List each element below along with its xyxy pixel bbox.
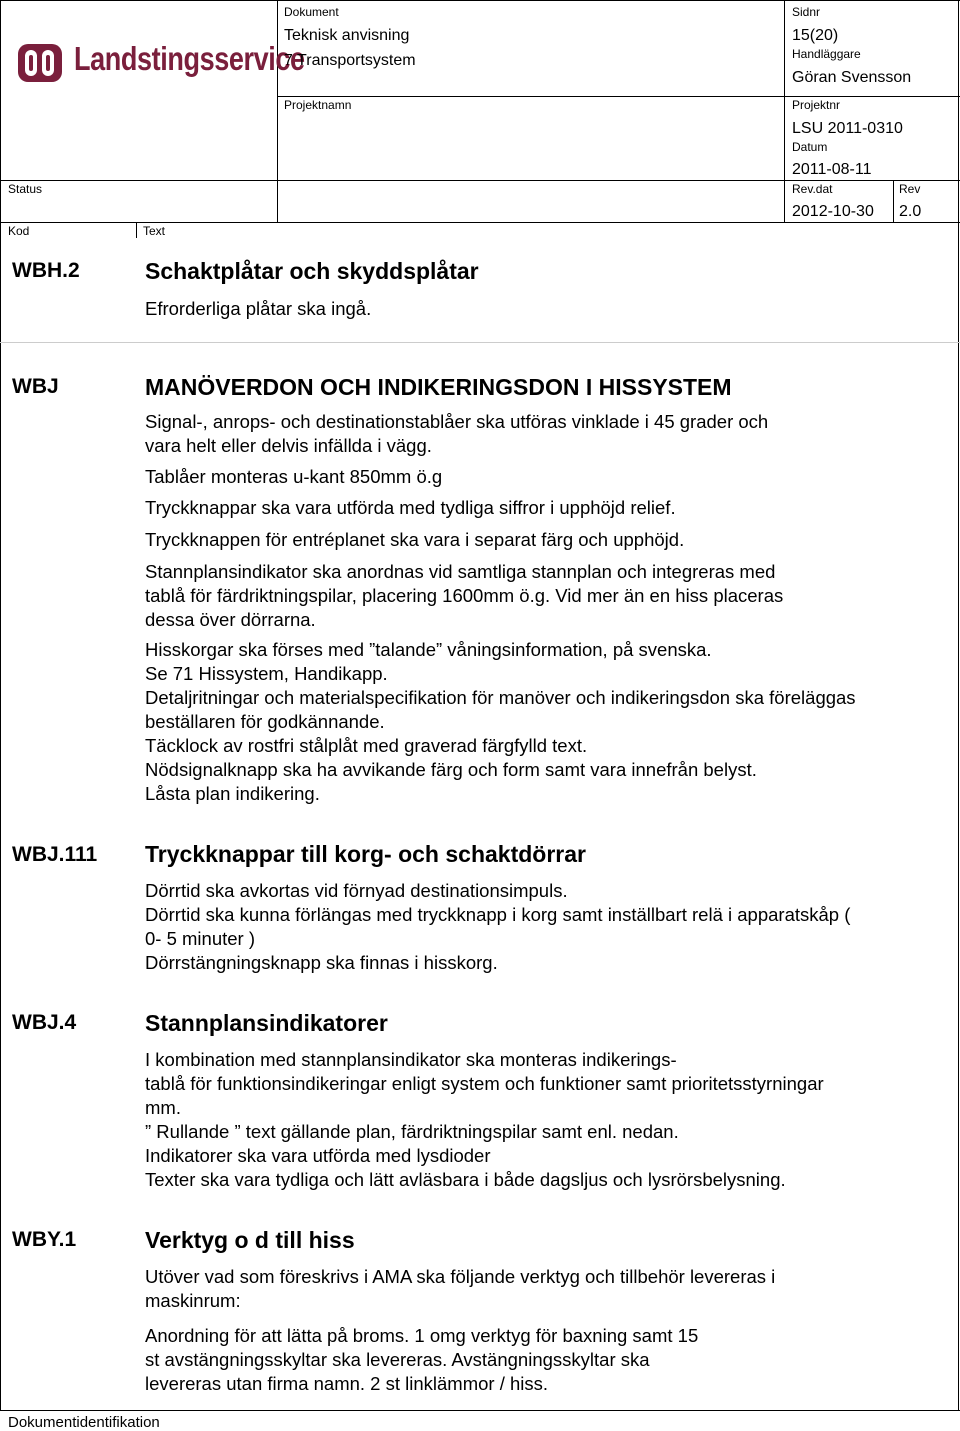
- rev-value: 2.0: [899, 203, 922, 220]
- paragraph-line: Stannplansindikator ska anordnas vid samtliga stannplan och integreras med: [145, 561, 776, 582]
- handlaggare-label: Handläggare: [792, 47, 861, 61]
- paragraph-line: st avstängningsskyltar ska levereras. Avstängningsskyltar ska: [145, 1349, 650, 1370]
- paragraph-line: Hisskorgar ska förses med ”talande” våningsinformation, på svenska.: [145, 639, 712, 660]
- paragraph-line: Tablåer monteras u-kant 850mm ö.g: [145, 466, 443, 487]
- paragraph-line: Utöver vad som föreskrivs i AMA ska följande verktyg och tillbehör levereras i: [145, 1266, 776, 1287]
- paragraph-line: dessa över dörrarna.: [145, 609, 316, 630]
- sidnr-label: Sidnr: [792, 5, 821, 19]
- section-paragraph: [145, 1048, 824, 1192]
- section-divider: [0, 342, 960, 343]
- section-paragraph: [145, 1324, 698, 1396]
- logo-emblem-icon: [16, 38, 66, 86]
- dokument-label: Dokument: [284, 5, 339, 19]
- dokument-line-1: Teknisk anvisning: [284, 27, 410, 44]
- paragraph-line: Dörrtid ska avkortas vid förnyad destinationsimpuls.: [145, 880, 568, 901]
- paragraph-line: Signal-, anrops- och destinationstablåer ska utföras vinklade i 45 grader och: [145, 411, 769, 432]
- paragraph-line: Nödsignalknapp ska ha avvikande färg och form samt vara innefrån belyst.: [145, 759, 757, 780]
- paragraph-line: I kombination med stannplansindikator ska monteras indikerings-: [145, 1049, 677, 1070]
- paragraph-line: Indikatorer ska vara utförda med lysdioder: [145, 1145, 491, 1166]
- section-paragraph: [145, 1265, 775, 1313]
- section-heading: Tryckknappar till korg- och schaktdörrar: [145, 841, 586, 867]
- projektnamn-label: Projektnamn: [284, 98, 352, 112]
- section-paragraph: [145, 879, 850, 975]
- section-heading: Schaktplåtar och skyddsplåtar: [145, 258, 479, 284]
- paragraph-line: ” Rullande ” text gällande plan, färdriktningspilar samt enl. nedan.: [145, 1121, 679, 1142]
- section-paragraph: [145, 528, 684, 552]
- kod-label: Kod: [8, 224, 30, 238]
- paragraph-line: Låsta plan indikering.: [145, 783, 320, 804]
- footer-document-id-label: Dokumentidentifikation: [8, 1414, 160, 1431]
- rev-label: Rev: [899, 182, 921, 196]
- section-paragraph: [145, 560, 783, 632]
- paragraph-line: vara helt eller delvis infällda i vägg.: [145, 435, 432, 456]
- status-label: Status: [8, 182, 43, 196]
- revdat-label: Rev.dat: [792, 182, 833, 196]
- paragraph-line: Se 71 Hissystem, Handikapp.: [145, 663, 388, 684]
- text-label: Text: [143, 224, 166, 238]
- section-heading: MANÖVERDON OCH INDIKERINGSDON I HISSYSTEM: [145, 374, 732, 400]
- projektnr-label: Projektnr: [792, 98, 841, 112]
- section-code: WBJ.111: [12, 843, 98, 866]
- section-paragraph: [145, 297, 371, 321]
- section-paragraph: [145, 465, 442, 489]
- section-code: WBJ: [12, 375, 59, 398]
- dokument-line-2: 7 Transportsystem: [284, 52, 416, 69]
- section-paragraph: [145, 638, 856, 806]
- paragraph-line: Tryckknappar ska vara utförda med tydliga siffror i upphöjd relief.: [145, 497, 676, 518]
- paragraph-line: tablå för funktionsindikeringar enligt system och funktioner samt prioritetsstyrningar: [145, 1073, 824, 1094]
- section-code: WBH.2: [12, 259, 80, 282]
- projektnr-value: LSU 2011-0310: [792, 120, 903, 137]
- paragraph-line: Täcklock av rostfri stålplåt med graverad färgfylld text.: [145, 735, 588, 756]
- paragraph-line: levereras utan firma namn. 2 st linklämmor / hiss.: [145, 1373, 549, 1394]
- section-code: WBJ.4: [12, 1011, 77, 1034]
- paragraph-line: Dörrstängningsknapp ska finnas i hisskorg.: [145, 952, 498, 973]
- logo-text: Landstingsservice: [74, 40, 305, 77]
- paragraph-line: maskinrum:: [145, 1290, 241, 1311]
- paragraph-line: Detaljritningar och materialspecifikation för manöver och indikeringsdon ska föreläggas: [145, 687, 856, 708]
- paragraph-line: Tryckknappen för entréplanet ska vara i separat färg och upphöjd.: [145, 529, 685, 550]
- logo: [16, 38, 305, 88]
- section-paragraph: [145, 496, 676, 520]
- datum-label: Datum: [792, 140, 828, 154]
- section-heading: Verktyg o d till hiss: [145, 1227, 355, 1253]
- paragraph-line: Texter ska vara tydliga och lätt avläsbara i både dagsljus och lysrörsbelysning.: [145, 1169, 786, 1190]
- paragraph-line: Efrorderliga plåtar ska ingå.: [145, 298, 372, 319]
- handlaggare-value: Göran Svensson: [792, 69, 912, 86]
- paragraph-line: mm.: [145, 1097, 181, 1118]
- paragraph-line: tablå för färdriktningspilar, placering 1600mm ö.g. Vid mer än en hiss placeras: [145, 585, 784, 606]
- section-code: WBY.1: [12, 1228, 77, 1251]
- sidnr-value: 15(20): [792, 27, 839, 44]
- section-heading: Stannplansindikatorer: [145, 1010, 388, 1036]
- datum-value: 2011-08-11: [792, 161, 872, 178]
- section-paragraph: [145, 410, 768, 458]
- paragraph-line: Anordning för att lätta på broms. 1 omg verktyg för baxning samt 15: [145, 1325, 699, 1346]
- paragraph-line: beställaren för godkännande.: [145, 711, 385, 732]
- paragraph-line: Dörrtid ska kunna förlängas med tryckknapp i korg samt inställbart relä i apparatskåp (: [145, 904, 851, 925]
- paragraph-line: 0- 5 minuter ): [145, 928, 256, 949]
- revdat-value: 2012-10-30: [792, 203, 874, 220]
